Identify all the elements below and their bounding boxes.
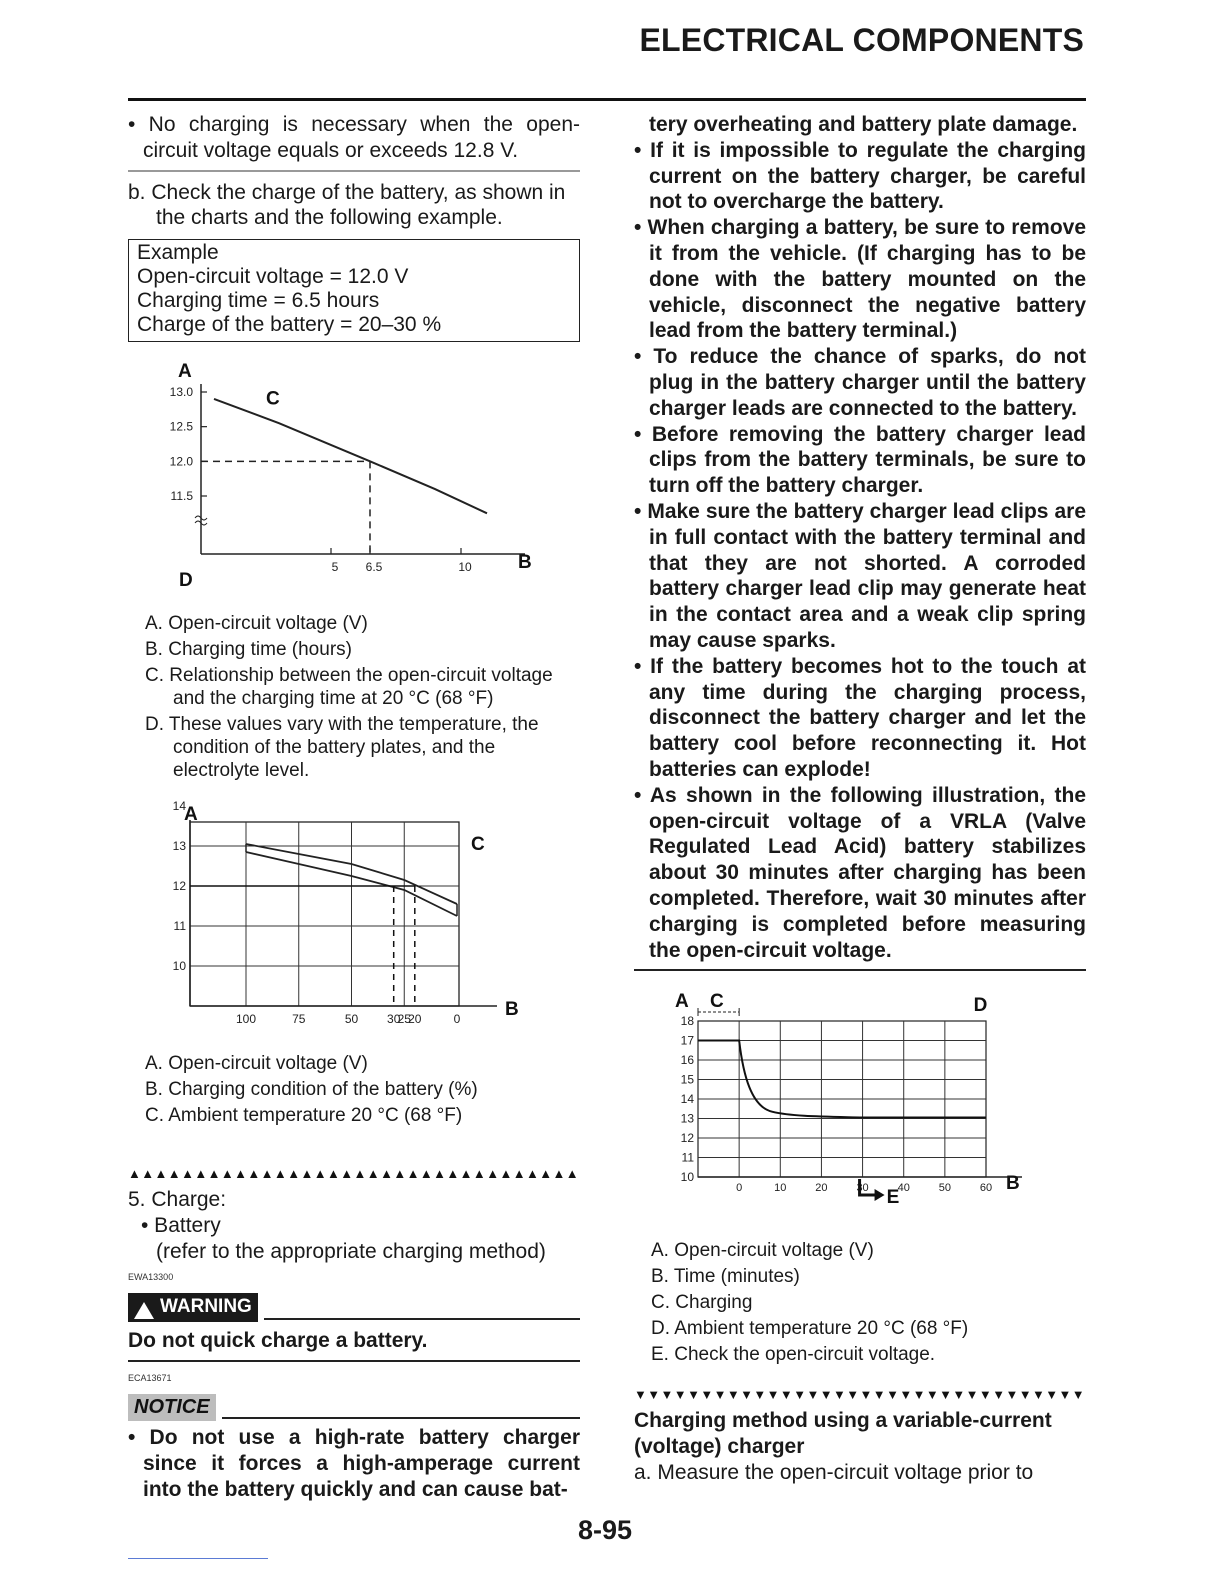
x-tick-label: 6.5 [365,560,383,575]
warning-badge [128,1293,258,1322]
label-b: B [1006,1173,1020,1195]
legend-item: E. Check the open-circuit voltage. [651,1344,936,1366]
legend-item: A. Open-circuit voltage (V) [145,613,368,635]
example-box [128,239,580,342]
example-title: Example [137,241,219,265]
y-tick-label: 12 [172,879,186,894]
step-5-ref: (refer to the appropriate charging method) [156,1239,546,1263]
y-tick-label: 14 [680,1092,694,1107]
y-tick-label: 11 [173,919,186,934]
notice-code: ECA13671 [128,1372,172,1383]
notice-end-rule [634,969,1086,971]
legend-item: B. Charging condition of the battery (%) [145,1079,478,1101]
bottom-link-line [128,1558,268,1559]
y-tick-label: 13 [172,839,186,854]
label-b: B [518,552,532,574]
notice-bullet: • When charging a battery, be sure to remove it from the vehicle. (If charging has to be done with the battery mounted on the vehicle, disconnect the negative battery lead from the battery terminal.) [634,216,1086,343]
chart1-legend [145,612,580,782]
warning-code: EWA13300 [128,1272,174,1283]
right-column [634,112,1086,1485]
x-tick-label: 40 [897,1182,910,1195]
warning-end-rule [128,1360,580,1362]
x-tick-label: 10 [774,1182,787,1195]
label-e: E [886,1187,900,1209]
x-tick-label: 20 [815,1182,828,1195]
warning-header [128,1293,580,1322]
x-tick-label: 30 [387,1012,401,1027]
legend-item: B. Charging time (hours) [145,639,352,661]
legend-item: B. Time (minutes) [651,1266,800,1288]
page-number: 8-95 [578,1515,633,1545]
left-column [128,112,580,1503]
warning-text: Do not quick charge a battery. [128,1328,428,1352]
method-step-a: a. Measure the open-circuit voltage prior to [634,1460,1034,1484]
notice-bullet: • Before removing the battery charger lead clips from the battery terminals, be sure to turn off the battery charger. [634,422,1086,498]
method-title: Charging method using a variable-current (voltage) charger [634,1409,1052,1458]
caution-end-marker: ▼▼▼▼▼▼▼▼▼▼▼▼▼▼▼▼▼▼▼▼▼▼▼▼▼▼▼▼▼▼▼▼▼▼ [634,1387,1086,1403]
legend-item: C. Ambient temperature 20 °C (68 °F) [145,1105,463,1127]
x-tick-label: 75 [292,1012,306,1027]
x-tick-label: 100 [235,1012,257,1027]
header-rule [128,98,1086,101]
y-tick-label: 12 [680,1131,694,1146]
x-tick-label: 50 [344,1012,359,1027]
label-c: C [266,388,280,410]
step-5-item: • Battery [141,1213,221,1237]
example-line: Charging time = 6.5 hours [137,289,380,313]
voltage-curve [214,399,487,513]
page-title: ELECTRICAL COMPONENTS [639,22,1084,58]
y-tick-label: 18 [680,1014,694,1029]
y-tick-label: 14 [172,799,186,814]
step-5: 5. Charge: [128,1187,227,1211]
x-tick-label: 30 [856,1182,869,1195]
caution-start-marker: ▲▲▲▲▲▲▲▲▲▲▲▲▲▲▲▲▲▲▲▲▲▲▲▲▲▲▲▲▲▲▲▲▲▲ [128,1166,580,1182]
label-a: A [675,991,689,1013]
y-tick-label: 13.0 [169,385,193,400]
notice-bullet: • If the battery becomes hot to the touch at any time during the charging process, disconnect the battery charger and let the battery cool before reconnecting it. Hot batteries can explode! [634,654,1086,781]
label-a: A [178,361,192,383]
warning-icon [134,1302,154,1319]
x-tick-label: 5 [331,560,339,575]
label-a: A [184,804,198,826]
y-tick-label: 15 [680,1072,694,1087]
voltage-vs-charging-time-chart [128,356,580,606]
x-tick-label: 25 [397,1012,411,1027]
y-tick-label: 11 [681,1150,694,1165]
x-tick-label: 10 [458,560,472,575]
x-tick-label: 60 [979,1182,993,1195]
label-d: D [179,570,193,592]
x-tick-label: 0 [453,1012,461,1027]
y-tick-label: 17 [680,1033,694,1048]
voltage-stabilization-chart [634,985,1086,1225]
y-tick-label: 13 [680,1111,694,1126]
plot-frame [190,822,459,1006]
notice-bullet: • If it is impossible to regulate the charging current on the battery charger, be careful not to overcharge the battery. [634,138,1086,214]
x-tick-label: 0 [736,1182,743,1195]
example-line: Charge of the battery = 20–30 % [137,313,442,337]
y-tick-label: 10 [172,959,186,974]
label-b: B [505,999,519,1021]
notice-continued: tery overheating and battery plate damage. [649,113,1078,136]
notice-bullet: • As shown in the following illustration, the open-circuit voltage of a VRLA (Valve Regulated Lead Acid) battery stabilizes about 30 minutes after charging has been completed. Therefore, wait 30 minutes after charging is completed before measuring the open-circuit voltage. [634,783,1086,962]
y-tick-label: 10 [680,1170,694,1185]
label-d: D [973,995,988,1017]
step-b: b. Check the charge of the battery, as shown in the charts and the following example. [128,180,566,230]
legend-item: C. Relationship between the open-circuit voltage and the charging time at 20 °C (68 °F) [145,665,553,710]
legend-item: A. Open-circuit voltage (V) [651,1240,874,1262]
chart3-legend [651,1239,1086,1366]
notice-bullet: • Make sure the battery charger lead clips are in full contact with the battery terminal and that they are not shorted. A corroded battery charger lead clip may generate heat in the contact area and a weak clip spring may cause sparks. [634,499,1086,652]
warning-rule [264,1318,580,1320]
y-tick-label: 16 [680,1053,694,1068]
x-tick-label: 50 [938,1182,951,1195]
legend-item: D. These values vary with the temperature, the condition of the battery plates, and the electrolyte level. [145,714,539,782]
notice-rule [222,1417,580,1419]
y-tick-label: 12.0 [169,454,193,469]
legend-item: C. Charging [651,1292,753,1314]
divider [128,170,580,172]
notice-text: • Do not use a high-rate battery charger since it forces a high-amperage current into the battery quickly and can cause bat- [128,1426,580,1501]
voltage-vs-charge-condition-chart [128,798,580,1048]
chart2-legend [145,1052,580,1127]
label-c: C [710,991,724,1013]
arrowhead-icon [875,1189,885,1201]
note-no-charging: • No charging is necessary when the open-circuit voltage equals or exceeds 12.8 V. [128,113,580,162]
warning-label: WARNING [160,1296,252,1318]
notice-header [128,1394,580,1422]
x-tick-label: 20 [408,1012,422,1027]
notice-badge: NOTICE [128,1394,216,1422]
legend-item: D. Ambient temperature 20 °C (68 °F) [651,1318,969,1340]
label-c: C [471,834,485,856]
notice-bullet: • To reduce the chance of sparks, do not plug in the battery charger until the battery charger leads are connected to the battery. [634,345,1086,420]
legend-item: A. Open-circuit voltage (V) [145,1053,368,1075]
example-line: Open-circuit voltage = 12.0 V [137,265,409,289]
y-tick-label: 11.5 [170,489,193,504]
y-tick-label: 12.5 [169,419,193,434]
